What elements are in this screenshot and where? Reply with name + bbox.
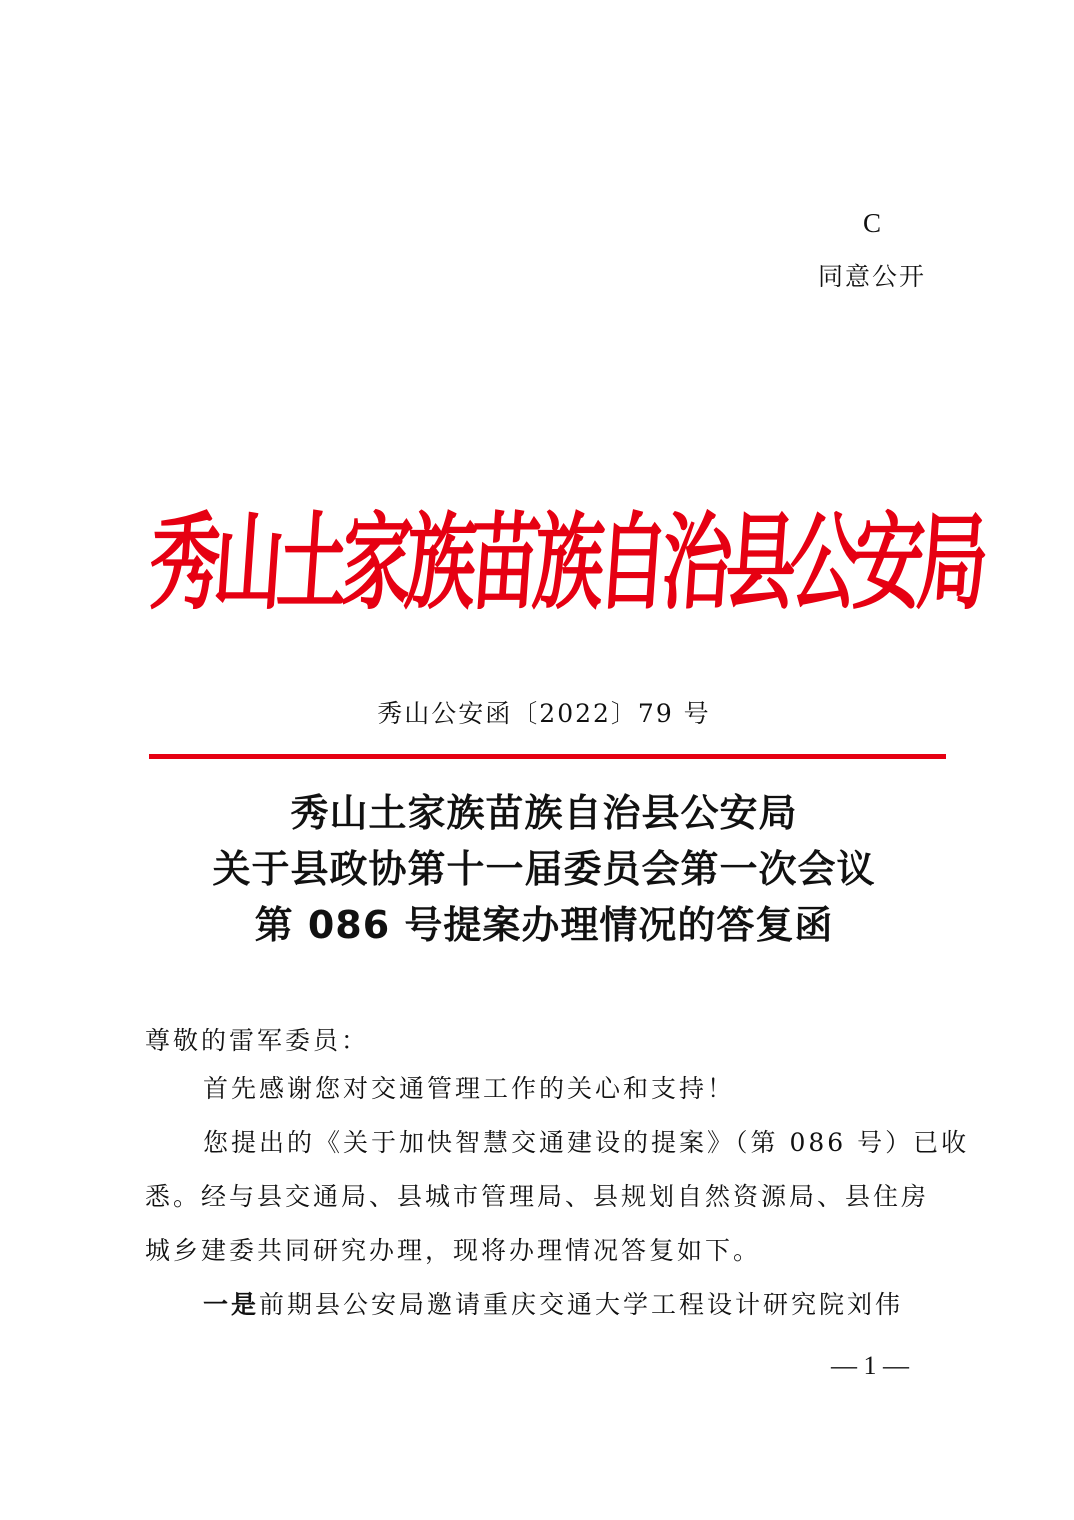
document-title-line-3: 第 086 号提案办理情况的答复函 [254,903,834,947]
masthead-char: 治 [657,501,737,625]
masthead-char: 安 [849,501,929,625]
agency-masthead [145,488,993,638]
red-divider-rule [149,754,946,759]
masthead-char: 秀 [145,501,225,625]
masthead-char: 族 [529,501,609,625]
document-title-line-2: 关于县政协第十一届委员会第一次会议 [212,847,876,891]
masthead-char: 土 [273,501,353,625]
body-paragraph-proposal-line-1: 您提出的《关于加快智慧交通建设的提案》（第 086 号）已收 [203,1128,970,1157]
masthead-char: 自 [593,501,673,625]
masthead-char: 苗 [465,501,545,625]
salutation: 尊敬的雷军委员： [145,1026,370,1055]
point-one-lead: 一是 [203,1290,260,1319]
masthead-char: 山 [209,501,289,625]
page-number: — 1 — [831,1351,909,1380]
document-number: 秀山公安函〔2022〕79 号 [377,699,711,728]
disclosure-status: 同意公开 [817,262,926,291]
masthead-char: 公 [785,501,865,625]
masthead-char: 族 [401,501,481,625]
classification-mark: C [862,208,881,238]
point-one-text: 前期县公安局邀请重庆交通大学工程设计研究院刘伟 [259,1290,904,1319]
body-paragraph-thanks: 首先感谢您对交通管理工作的关心和支持！ [203,1074,736,1103]
document-title-line-1: 秀山土家族苗族自治县公安局 [290,791,798,835]
body-paragraph-proposal-line-2: 悉。经与县交通局、县城市管理局、县规划自然资源局、县住房 [145,1182,930,1211]
masthead-char: 县 [721,501,801,625]
body-paragraph-point-one [203,1278,945,1332]
body-paragraph-proposal-line-3: 城乡建委共同研究办理，现将办理情况答复如下。 [145,1236,762,1265]
masthead-char: 局 [913,501,993,625]
masthead-char: 家 [337,501,417,625]
